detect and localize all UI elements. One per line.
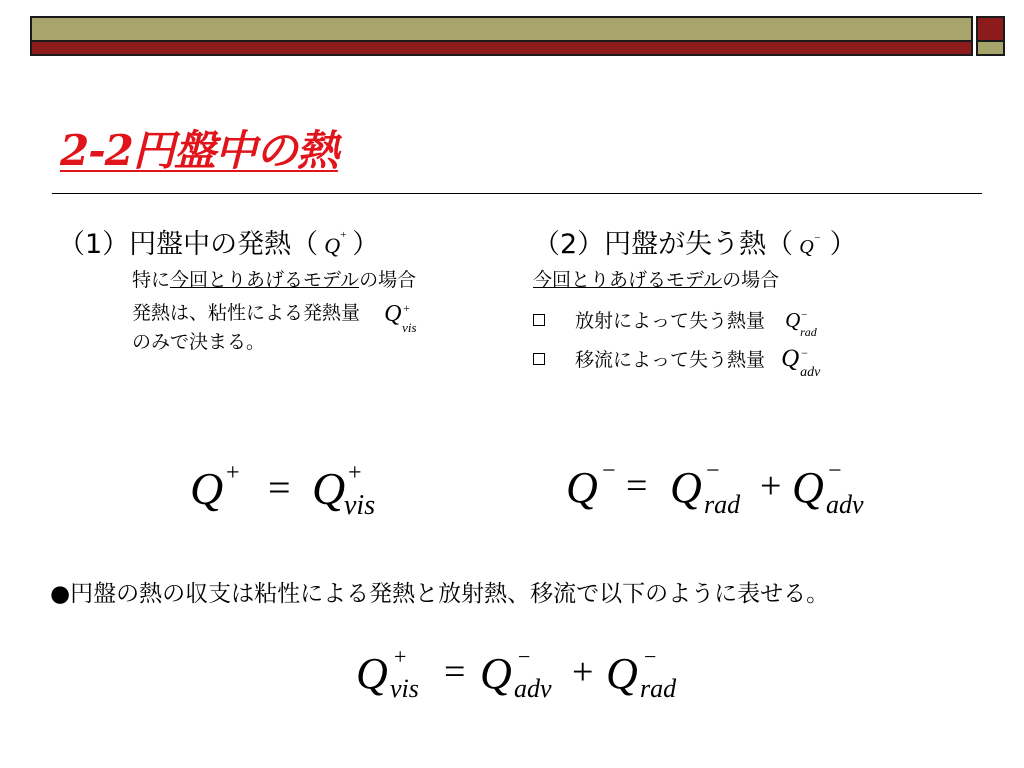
q-vis-plus-symbol: Q + vis <box>384 301 417 335</box>
left-line-3: のみで決まる。 <box>132 331 266 353</box>
right-heading-prefix: （2）円盤が失う熱（ <box>533 229 794 260</box>
slide-title: 2-2円盤中の熱 <box>60 126 338 175</box>
equation-heat-loss: Q − = Q − rad + Q − adv <box>566 458 864 519</box>
right-bullet-adv: 移流によって失う熱量 Q − adv <box>533 345 799 374</box>
right-bullet-rad: 放射によって失う熱量 Q − rad <box>533 306 800 335</box>
header-decoration-olive <box>32 18 971 42</box>
right-line-1: 今回とりあげるモデルの場合 <box>533 269 780 291</box>
header-corner-square-red <box>976 16 1005 42</box>
title-divider <box>52 193 982 194</box>
left-heading-suffix: ） <box>352 229 380 260</box>
equation-heat-generation: Q + = Q + vis <box>190 460 376 521</box>
q-plus-symbol: Q + <box>324 229 347 258</box>
summary-sentence: ●円盤の熱の収支は粘性による発熱と放射熱、移流で以下のように表せる。 <box>50 581 830 607</box>
left-heading <box>58 222 379 261</box>
right-heading <box>533 222 857 261</box>
header-corner-square-olive <box>976 40 1005 56</box>
right-heading-suffix: ） <box>829 229 857 260</box>
right-model-underlined: 今回とりあげるモデル <box>533 269 723 291</box>
left-heading-prefix: （1）円盤中の発熱（ <box>58 229 319 260</box>
q-adv-minus-symbol: Q − adv <box>781 345 821 380</box>
bullet-square-icon <box>533 353 545 365</box>
q-rad-minus-symbol: Q − rad <box>785 308 817 339</box>
left-line-1: 特に今回とりあげるモデルの場合 <box>132 269 417 291</box>
left-line-2: 発熱は、粘性による発熱量 Q + vis <box>132 301 417 335</box>
bullet-square-icon <box>533 314 545 326</box>
q-minus-symbol: Q − <box>799 232 821 258</box>
header-decoration-bar <box>30 16 973 56</box>
left-model-underlined: 今回とりあげるモデル <box>170 269 360 291</box>
equation-heat-balance: Q + vis = Q − adv + Q − rad <box>356 644 677 703</box>
